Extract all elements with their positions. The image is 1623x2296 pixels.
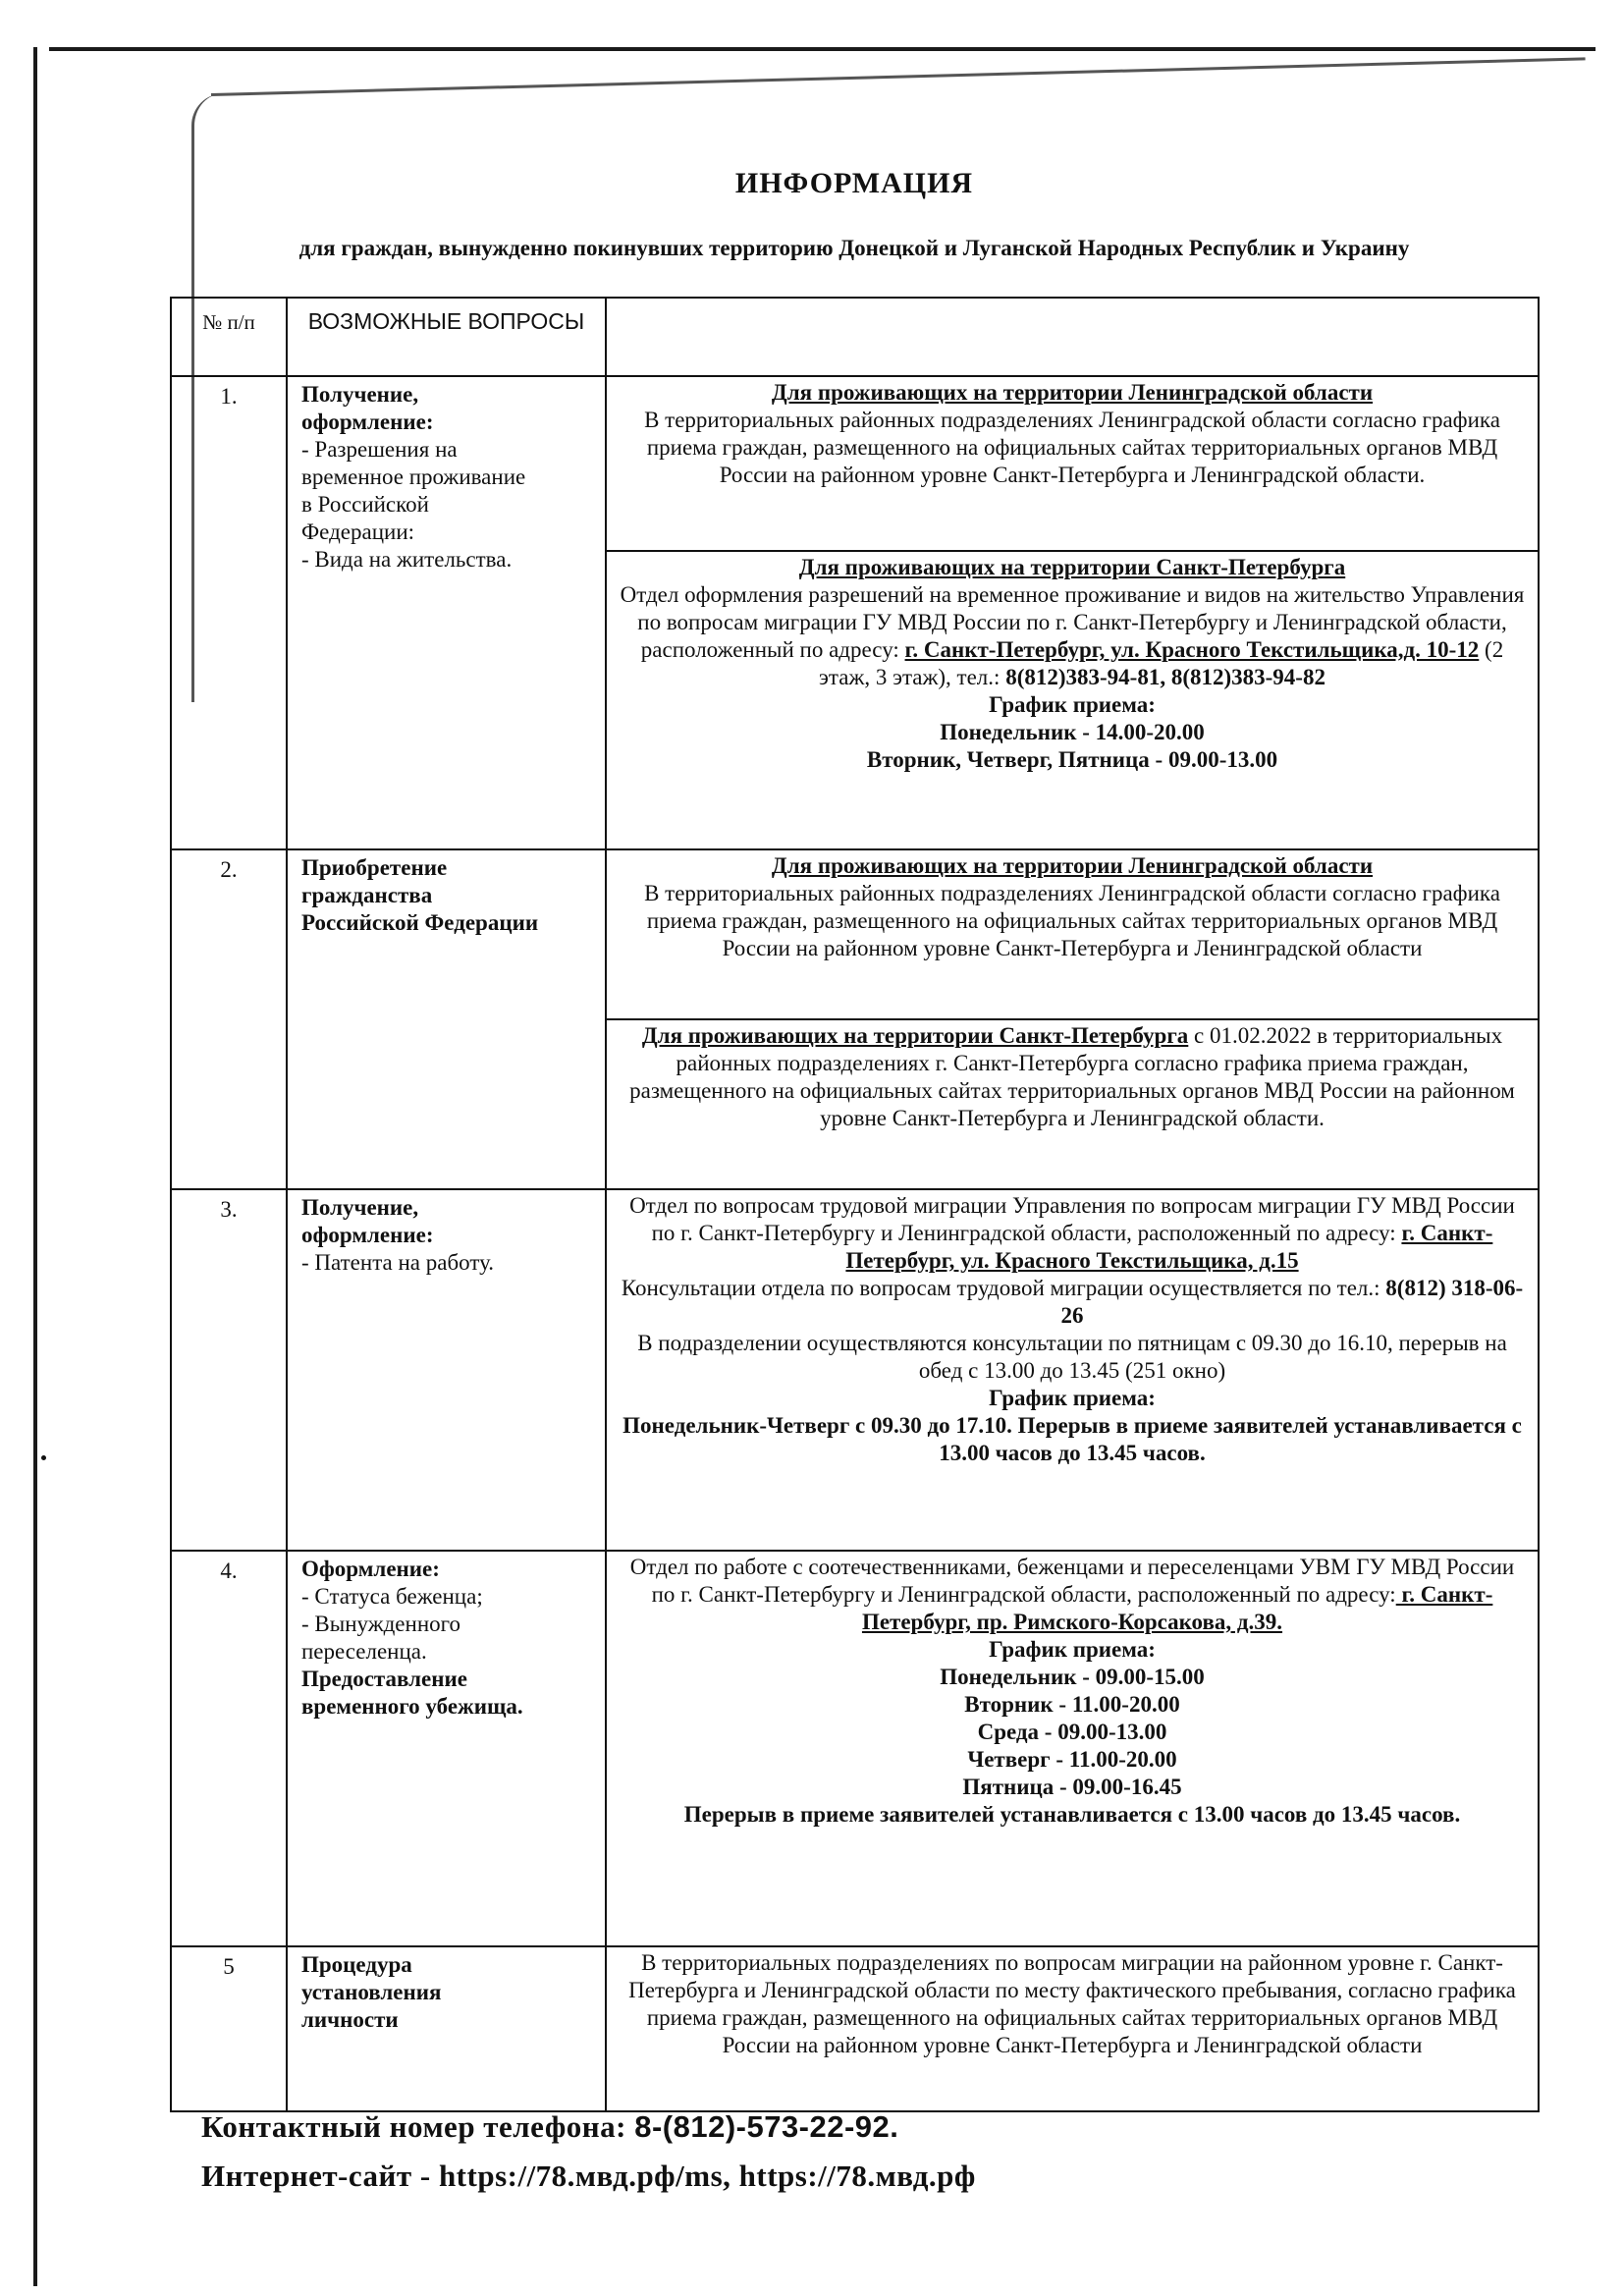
schedule-title: График приема: bbox=[989, 692, 1156, 717]
answer-block bbox=[607, 550, 1538, 848]
answer-block bbox=[607, 1190, 1538, 1550]
schedule-line: Четверг - 11.00-20.00 bbox=[967, 1747, 1177, 1772]
answer-address: г. Санкт-Петербург, пр. Римского-Корсакова, д.39. bbox=[861, 1582, 1493, 1634]
schedule-line: Вторник, Четверг, Пятница - 09.00-13.00 bbox=[866, 747, 1278, 772]
schedule-line: Пятница - 09.00-16.45 bbox=[962, 1775, 1182, 1799]
row-question bbox=[287, 1189, 606, 1551]
row-answer bbox=[606, 849, 1539, 1189]
row-question bbox=[287, 849, 606, 1189]
table-row bbox=[171, 1551, 1539, 1946]
row-num: 4. bbox=[171, 1551, 287, 1946]
friday-text: В подразделении осуществляются консультации по пятницам с 09.30 до 16.10, перерыв на обед с 13.00 до 13.45 (251 окно) bbox=[637, 1331, 1507, 1383]
contact-phone-label: Контактный номер телефона: bbox=[201, 2109, 635, 2144]
answer-text: В территориальных подразделениях по вопросам миграции на районном уровне г. Санкт-Петербурга и Ленинградской области по месту фактического пребывания, согласно графика приема граждан, размещенного на официальных сайтах территориальных органов МВД России на районном уровне Санкт-Петербурга и Ленинградской области bbox=[628, 1950, 1516, 2057]
question-title: Получение, оформление: bbox=[301, 382, 434, 434]
table-row bbox=[171, 849, 1539, 1189]
paper-fold-line bbox=[211, 57, 1586, 96]
contact-site-line bbox=[201, 2159, 976, 2194]
answer-heading: Для проживающих на территории Ленинградской области bbox=[771, 853, 1374, 878]
contact-site-label: Интернет-сайт - bbox=[201, 2159, 439, 2193]
answer-text: Отдел по вопросам трудовой миграции Управления по вопросам миграции ГУ МВД России по г. Санкт-Петербургу и Ленинградской области, расположенный по адресу: bbox=[629, 1193, 1515, 1245]
answer-block bbox=[607, 1947, 1538, 2110]
row-question bbox=[287, 376, 606, 849]
answer-block bbox=[607, 1018, 1538, 1188]
question-title: Процедура установления личности bbox=[301, 1952, 442, 2032]
row-answer bbox=[606, 1551, 1539, 1946]
schedule-title: График приема: bbox=[989, 1386, 1156, 1410]
scan-border-left bbox=[33, 47, 37, 2286]
question-title: Приобретение гражданства Российской Федерации bbox=[301, 855, 539, 935]
row-question bbox=[287, 1551, 606, 1946]
answer-text: Отдел оформления разрешений на временное проживание и видов на жительство Управления по вопросам миграции ГУ МВД России по г. Санкт-Петербургу и Ленинградской области, расположенный по адресу: bbox=[620, 582, 1525, 662]
question-items: - Разрешения на временное проживание в Российской Федерации: - Вида на жительства. bbox=[301, 437, 526, 572]
header-question: ВОЗМОЖНЫЕ ВОПРОСЫ bbox=[287, 298, 606, 376]
table-row bbox=[171, 1189, 1539, 1551]
consult-phone: 8(812) 318-06-26 bbox=[1060, 1276, 1524, 1328]
question-items: - Статуса беженца; - Вынужденного переселенца. bbox=[301, 1584, 483, 1664]
row-question bbox=[287, 1946, 606, 2111]
table-row bbox=[171, 1946, 1539, 2111]
header-num: № п/п bbox=[171, 298, 287, 376]
table-header-row bbox=[171, 298, 1539, 376]
question-title: Получение, оформление: bbox=[301, 1195, 434, 1247]
answer-heading: Для проживающих на территории Санкт-Петербурга bbox=[798, 555, 1346, 579]
table-row bbox=[171, 376, 1539, 849]
break-text: Перерыв в приеме заявителей устанавливается с 13.00 часов до 13.45 часов. bbox=[683, 1802, 1461, 1827]
answer-text: Отдел по работе с соотечественниками, беженцами и переселенцами УВМ ГУ МВД России по г. Санкт-Петербургу и Ленинградской области, расположенный по адресу: bbox=[629, 1555, 1515, 1607]
schedule-line: Вторник - 11.00-20.00 bbox=[964, 1692, 1180, 1717]
info-table bbox=[170, 297, 1540, 2112]
row-num: 2. bbox=[171, 849, 287, 1189]
row-num: 3. bbox=[171, 1189, 287, 1551]
header-answer bbox=[606, 298, 1539, 376]
answer-block bbox=[607, 377, 1538, 550]
answer-text: В территориальных районных подразделениях Ленинградской области согласно графика приема граждан, размещенного на официальных сайтах территориальных органов МВД России на районном уровне Санкт-Петербурга и Ленинградской области bbox=[644, 881, 1500, 960]
schedule-title: График приема: bbox=[989, 1637, 1156, 1662]
answer-heading: Для проживающих на территории Санкт-Петербурга bbox=[641, 1023, 1189, 1048]
schedule-line: Среда - 09.00-13.00 bbox=[977, 1720, 1167, 1744]
page-title: ИНФОРМАЦИЯ bbox=[734, 167, 974, 199]
answer-block bbox=[607, 850, 1538, 1018]
consult-line bbox=[617, 1275, 1528, 1330]
contact-site-links: https://78.мвд.рф/ms, https://78.мвд.рф bbox=[438, 2159, 976, 2193]
answer-block bbox=[607, 1552, 1538, 1945]
row-num: 5 bbox=[171, 1946, 287, 2111]
answer-address: г. Санкт-Петербург, ул. Красного Текстильщика,д. 10-12 bbox=[904, 637, 1480, 662]
answer-address-tail: (2 этаж, 3 этаж), тел.: bbox=[819, 637, 1504, 689]
answer-text: В территориальных районных подразделениях Ленинградской области согласно графика приема граждан, размещенного на официальных сайтах территориальных органов МВД России на районном уровне Санкт-Петербурга и Ленинградской области. bbox=[644, 408, 1500, 487]
row-answer bbox=[606, 1189, 1539, 1551]
scan-border-top bbox=[49, 47, 1596, 51]
scan-speck bbox=[41, 1455, 46, 1460]
contact-phone-line bbox=[201, 2109, 898, 2145]
question-title-2: Предоставление временного убежища. bbox=[301, 1667, 523, 1719]
question-title: Оформление: bbox=[301, 1557, 440, 1581]
answer-phones: 8(812)383-94-81, 8(812)383-94-82 bbox=[1005, 665, 1325, 689]
schedule-line: Понедельник - 09.00-15.00 bbox=[940, 1665, 1205, 1689]
consult-text: Консультации отдела по вопросам трудовой миграции осуществляется по тел.: bbox=[621, 1276, 1386, 1300]
row-answer bbox=[606, 376, 1539, 849]
answer-heading: Для проживающих на территории Ленинградской области bbox=[771, 380, 1374, 405]
question-items: - Патента на работу. bbox=[301, 1250, 495, 1275]
page-subtitle: для граждан, вынужденно покинувших территорию Донецкой и Луганской Народных Республик и Украину bbox=[298, 236, 1410, 260]
answer-text: с 01.02.2022 в территориальных районных подразделениях г. Санкт-Петербурга согласно графика приема граждан, размещенного на официальных сайтах территориальных органов МВД России на районном уровне Санкт-Петербурга и Ленинградской области. bbox=[629, 1023, 1515, 1130]
row-answer bbox=[606, 1946, 1539, 2111]
schedule-text: Понедельник-Четверг с 09.30 до 17.10. Перерыв в приеме заявителей устанавливается с 13.00 часов до 13.45 часов. bbox=[622, 1413, 1522, 1465]
row-num: 1. bbox=[171, 376, 287, 849]
answer-address: г. Санкт-Петербург, ул. Красного Текстильщика, д.15 bbox=[845, 1221, 1493, 1273]
schedule-line: Понедельник - 14.00-20.00 bbox=[940, 720, 1205, 744]
contact-phone-number: 8-(812)-573-22-92. bbox=[634, 2109, 899, 2144]
